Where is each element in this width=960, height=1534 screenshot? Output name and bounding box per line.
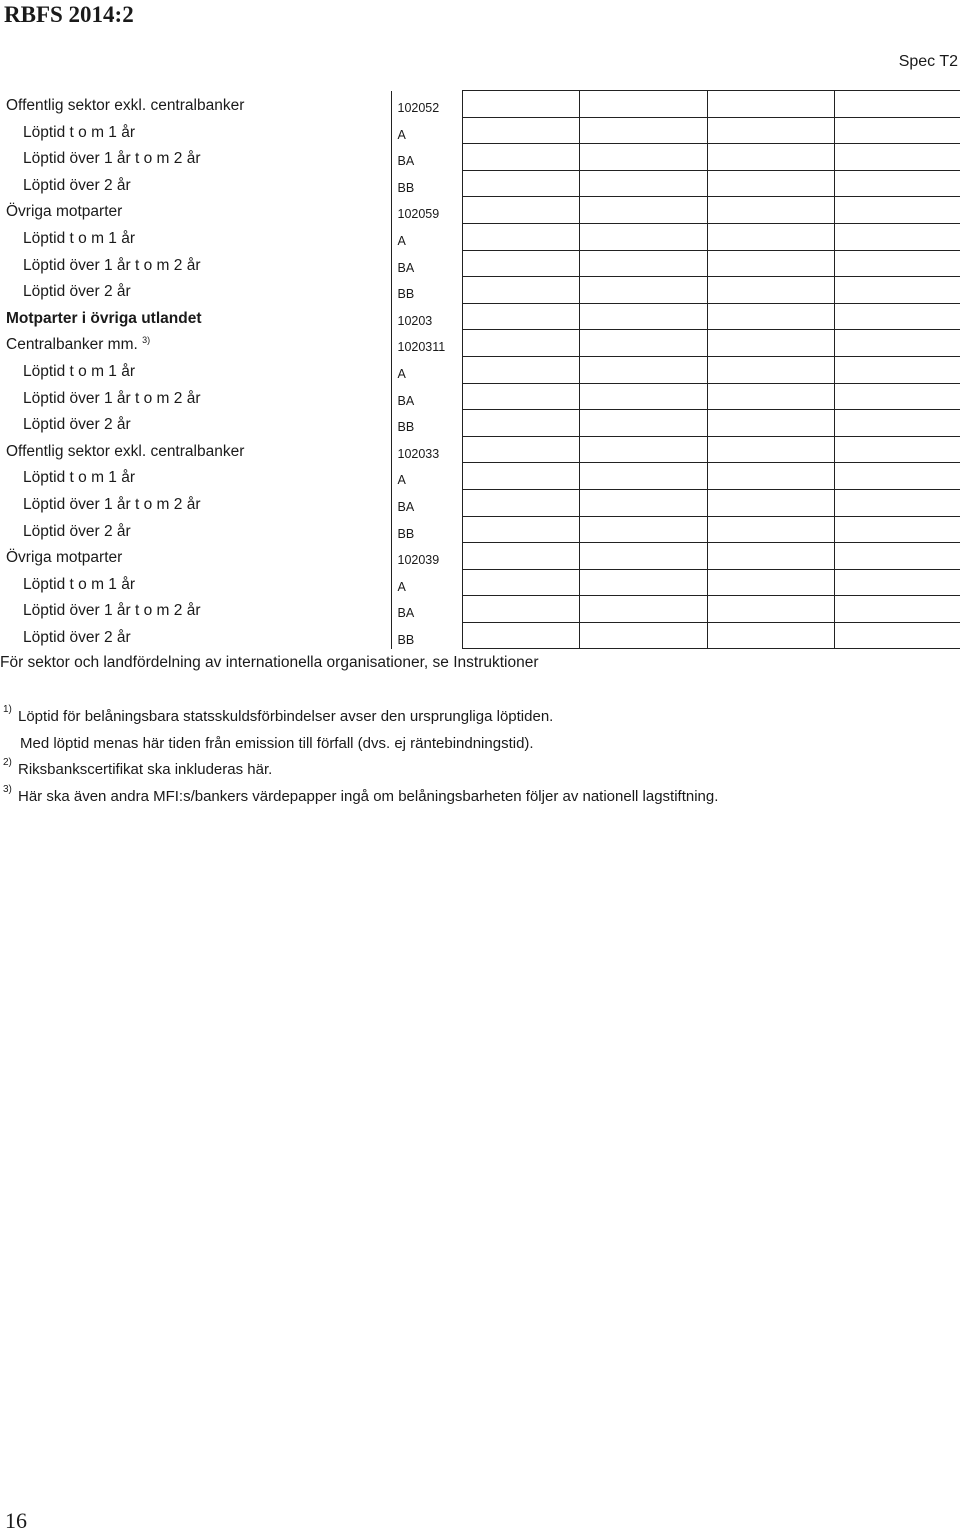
row-code: 1020311 bbox=[391, 330, 462, 357]
row-code: BB bbox=[391, 622, 462, 649]
instruction-note: För sektor och landfördelning av internationella organisationer, se Instruktioner bbox=[0, 654, 539, 671]
table-row bbox=[0, 197, 960, 224]
input-cell[interactable] bbox=[834, 569, 960, 596]
row-label-text: Löptid över 2 år bbox=[23, 176, 131, 194]
row-code: BB bbox=[391, 170, 462, 197]
table-row bbox=[0, 303, 960, 330]
row-label bbox=[0, 383, 391, 410]
row-label bbox=[0, 117, 391, 144]
input-cell[interactable] bbox=[707, 223, 834, 250]
footnote-text: Riksbankscertifikat ska inkluderas här. bbox=[18, 761, 273, 779]
input-cell[interactable] bbox=[579, 144, 707, 171]
table-row bbox=[0, 91, 960, 118]
table-row bbox=[0, 383, 960, 410]
input-cell[interactable] bbox=[579, 223, 707, 250]
input-cell[interactable] bbox=[707, 144, 834, 171]
input-cell[interactable] bbox=[834, 436, 960, 463]
row-code: A bbox=[391, 463, 462, 490]
row-label-text: Löptid över 2 år bbox=[23, 628, 131, 646]
row-code: A bbox=[391, 569, 462, 596]
input-cell[interactable] bbox=[834, 170, 960, 197]
row-label bbox=[0, 170, 391, 197]
input-cell[interactable] bbox=[834, 303, 960, 330]
table-row bbox=[0, 463, 960, 490]
input-cell[interactable] bbox=[707, 463, 834, 490]
row-code: BB bbox=[391, 516, 462, 543]
input-cell[interactable] bbox=[579, 543, 707, 570]
row-code: BA bbox=[391, 596, 462, 623]
footnote-mark: 2) bbox=[3, 757, 12, 769]
footnote-ref: 3) bbox=[142, 335, 151, 346]
input-cell[interactable] bbox=[834, 356, 960, 383]
footnote-mark: 3) bbox=[3, 783, 12, 795]
input-cell[interactable] bbox=[462, 91, 579, 118]
input-cell[interactable] bbox=[579, 250, 707, 277]
footnote bbox=[0, 704, 718, 731]
row-label-text: Löptid över 1 år t o m 2 år bbox=[23, 150, 201, 168]
input-cell[interactable] bbox=[834, 223, 960, 250]
input-cell[interactable] bbox=[834, 197, 960, 224]
row-label bbox=[0, 489, 391, 516]
footnote-mark: 1) bbox=[3, 704, 12, 715]
row-label bbox=[0, 622, 391, 649]
row-label bbox=[0, 436, 391, 463]
row-label-text: Löptid t o m 1 år bbox=[23, 469, 136, 487]
input-cell[interactable] bbox=[462, 277, 579, 304]
table-row bbox=[0, 250, 960, 277]
row-label bbox=[0, 144, 391, 171]
input-cell[interactable] bbox=[707, 277, 834, 304]
row-label bbox=[0, 330, 391, 357]
row-label bbox=[0, 356, 391, 383]
input-cell[interactable] bbox=[579, 170, 707, 197]
input-cell[interactable] bbox=[707, 436, 834, 463]
input-cell[interactable] bbox=[707, 303, 834, 330]
row-label-text: Offentlig sektor exkl. centralbanker bbox=[6, 97, 245, 115]
row-label bbox=[0, 303, 391, 330]
row-code: A bbox=[391, 356, 462, 383]
table-row bbox=[0, 277, 960, 304]
row-label-text: Löptid t o m 1 år bbox=[23, 230, 136, 248]
table-row bbox=[0, 356, 960, 383]
input-cell[interactable] bbox=[462, 250, 579, 277]
input-cell[interactable] bbox=[462, 144, 579, 171]
table-row bbox=[0, 223, 960, 250]
reporting-table bbox=[0, 90, 960, 649]
row-code: BA bbox=[391, 383, 462, 410]
input-cell[interactable] bbox=[579, 410, 707, 437]
table-row bbox=[0, 170, 960, 197]
row-label bbox=[0, 197, 391, 224]
page-number: 16 bbox=[5, 1508, 27, 1533]
table-row bbox=[0, 144, 960, 171]
input-cell[interactable] bbox=[462, 463, 579, 490]
input-cell[interactable] bbox=[707, 569, 834, 596]
row-label bbox=[0, 277, 391, 304]
row-label-text: Löptid över 1 år t o m 2 år bbox=[23, 256, 201, 274]
row-code: 10203 bbox=[391, 303, 462, 330]
input-cell[interactable] bbox=[707, 356, 834, 383]
row-code: A bbox=[391, 223, 462, 250]
row-code: BA bbox=[391, 250, 462, 277]
input-cell[interactable] bbox=[579, 91, 707, 118]
input-cell[interactable] bbox=[462, 223, 579, 250]
row-code: BA bbox=[391, 144, 462, 171]
row-code: 102039 bbox=[391, 543, 462, 570]
input-cell[interactable] bbox=[834, 277, 960, 304]
input-cell[interactable] bbox=[462, 489, 579, 516]
row-label-text: Löptid t o m 1 år bbox=[23, 123, 136, 141]
row-label bbox=[0, 223, 391, 250]
input-cell[interactable] bbox=[707, 596, 834, 623]
row-label-text: Centralbanker mm. bbox=[6, 336, 138, 354]
input-cell[interactable] bbox=[462, 197, 579, 224]
footnote bbox=[0, 731, 718, 758]
input-cell[interactable] bbox=[834, 516, 960, 543]
input-cell[interactable] bbox=[707, 489, 834, 516]
row-label bbox=[0, 543, 391, 570]
table-row bbox=[0, 436, 960, 463]
input-cell[interactable] bbox=[579, 569, 707, 596]
footnote bbox=[0, 757, 718, 784]
footnote-text: Här ska även andra MFI:s/bankers värdepapper ingå om belåningsbarheten följer av nationell lagstiftning. bbox=[18, 787, 719, 805]
footnote-text: Löptid för belåningsbara statsskuldsförbindelser avser den ursprungliga löptiden. bbox=[18, 708, 554, 725]
input-cell[interactable] bbox=[462, 117, 579, 144]
input-cell[interactable] bbox=[579, 356, 707, 383]
input-cell[interactable] bbox=[834, 489, 960, 516]
input-cell[interactable] bbox=[834, 117, 960, 144]
input-cell[interactable] bbox=[834, 330, 960, 357]
input-cell[interactable] bbox=[707, 516, 834, 543]
input-cell[interactable] bbox=[834, 463, 960, 490]
spec-label: Spec T2 bbox=[898, 53, 958, 70]
row-label-text: Löptid över 1 år t o m 2 år bbox=[23, 389, 201, 407]
input-cell[interactable] bbox=[579, 489, 707, 516]
input-cell[interactable] bbox=[579, 516, 707, 543]
row-label-text: Löptid över 1 år t o m 2 år bbox=[23, 602, 201, 620]
input-cell[interactable] bbox=[462, 543, 579, 570]
row-code: BA bbox=[391, 489, 462, 516]
row-code: A bbox=[391, 117, 462, 144]
input-cell[interactable] bbox=[834, 144, 960, 171]
input-cell[interactable] bbox=[462, 170, 579, 197]
row-label-text: Övriga motparter bbox=[6, 549, 123, 567]
input-cell[interactable] bbox=[462, 596, 579, 623]
input-cell[interactable] bbox=[707, 250, 834, 277]
row-label-text: Övriga motparter bbox=[6, 203, 123, 221]
input-cell[interactable] bbox=[462, 410, 579, 437]
row-code: 102033 bbox=[391, 436, 462, 463]
footnotes bbox=[0, 704, 718, 810]
row-label bbox=[0, 463, 391, 490]
table-row bbox=[0, 117, 960, 144]
row-label-text: Offentlig sektor exkl. centralbanker bbox=[6, 442, 245, 460]
row-label bbox=[0, 410, 391, 437]
row-code: BB bbox=[391, 277, 462, 304]
row-code: BB bbox=[391, 410, 462, 437]
table-row bbox=[0, 543, 960, 570]
table-row bbox=[0, 516, 960, 543]
table-row bbox=[0, 569, 960, 596]
input-cell[interactable] bbox=[579, 277, 707, 304]
document-title: RBFS 2014:2 bbox=[4, 2, 134, 27]
row-label bbox=[0, 91, 391, 118]
input-cell[interactable] bbox=[707, 410, 834, 437]
table-row bbox=[0, 489, 960, 516]
input-cell[interactable] bbox=[834, 410, 960, 437]
table-row bbox=[0, 622, 960, 649]
footnote-text: Med löptid menas här tiden från emission till förfall (dvs. ej räntebindningstid). bbox=[20, 734, 534, 752]
input-cell[interactable] bbox=[462, 436, 579, 463]
row-label-text: Löptid över 2 år bbox=[23, 522, 131, 540]
input-cell[interactable] bbox=[834, 250, 960, 277]
input-cell[interactable] bbox=[579, 596, 707, 623]
input-cell[interactable] bbox=[707, 330, 834, 357]
table-row bbox=[0, 330, 960, 357]
input-cell[interactable] bbox=[462, 383, 579, 410]
row-label bbox=[0, 569, 391, 596]
input-cell[interactable] bbox=[462, 330, 579, 357]
input-cell[interactable] bbox=[707, 170, 834, 197]
input-cell[interactable] bbox=[579, 383, 707, 410]
input-cell[interactable] bbox=[834, 622, 960, 649]
table-row bbox=[0, 596, 960, 623]
input-cell[interactable] bbox=[579, 436, 707, 463]
input-cell[interactable] bbox=[834, 91, 960, 118]
input-cell[interactable] bbox=[707, 197, 834, 224]
input-cell[interactable] bbox=[462, 622, 579, 649]
input-cell[interactable] bbox=[579, 330, 707, 357]
input-cell[interactable] bbox=[462, 569, 579, 596]
footnote bbox=[0, 784, 718, 811]
row-label-text: Löptid över 2 år bbox=[23, 416, 131, 434]
input-cell[interactable] bbox=[707, 117, 834, 144]
input-cell[interactable] bbox=[579, 463, 707, 490]
input-cell[interactable] bbox=[707, 383, 834, 410]
row-label bbox=[0, 596, 391, 623]
row-label-text: Motparter i övriga utlandet bbox=[6, 309, 202, 327]
input-cell[interactable] bbox=[707, 622, 834, 649]
input-cell[interactable] bbox=[834, 543, 960, 570]
input-cell[interactable] bbox=[462, 356, 579, 383]
row-code: 102052 bbox=[391, 91, 462, 118]
table-row bbox=[0, 410, 960, 437]
input-cell[interactable] bbox=[579, 197, 707, 224]
input-cell[interactable] bbox=[707, 91, 834, 118]
row-label-text: Löptid över 1 år t o m 2 år bbox=[23, 496, 201, 513]
input-cell[interactable] bbox=[462, 303, 579, 330]
row-label-text: Löptid över 2 år bbox=[23, 283, 131, 301]
row-label bbox=[0, 516, 391, 543]
input-cell[interactable] bbox=[579, 622, 707, 649]
row-label-text: Löptid t o m 1 år bbox=[23, 363, 136, 381]
input-cell[interactable] bbox=[462, 516, 579, 543]
row-code: 102059 bbox=[391, 197, 462, 224]
row-label-text: Löptid t o m 1 år bbox=[23, 575, 136, 593]
input-cell[interactable] bbox=[834, 596, 960, 623]
input-cell[interactable] bbox=[579, 117, 707, 144]
row-label bbox=[0, 250, 391, 277]
input-cell[interactable] bbox=[579, 303, 707, 330]
input-cell[interactable] bbox=[707, 543, 834, 570]
input-cell[interactable] bbox=[834, 383, 960, 410]
